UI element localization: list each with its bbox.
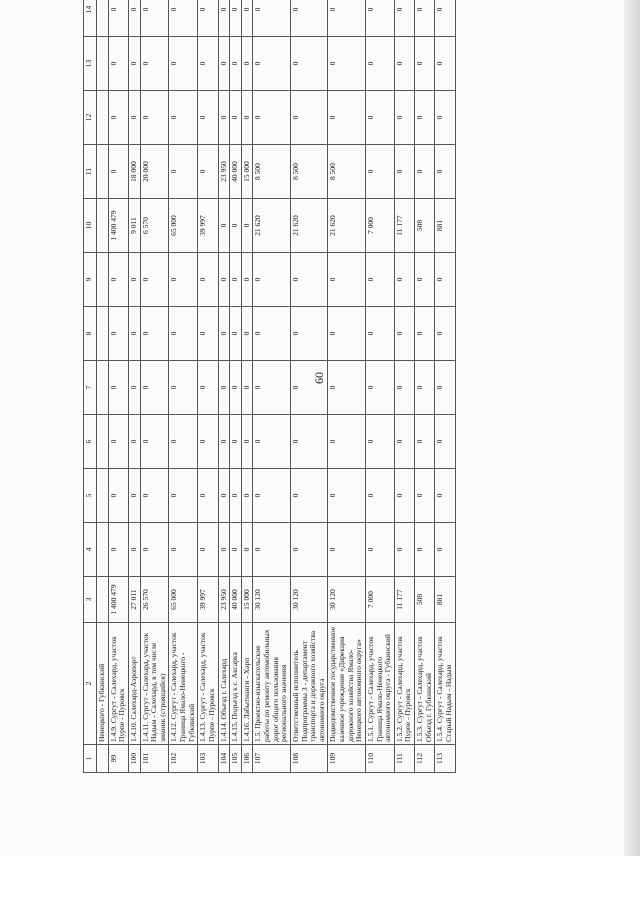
value-cell: [97, 361, 109, 415]
value-cell: 1 400 479: [108, 577, 128, 623]
value-cell: 0: [169, 361, 198, 415]
table-row: [128, 0, 140, 773]
value-cell: 26 570: [140, 577, 169, 623]
value-cell: 0: [128, 361, 140, 415]
value-cell: 0: [394, 145, 414, 199]
value-cell: 0: [169, 37, 198, 91]
value-cell: 0: [365, 523, 394, 577]
value-cell: 15 000: [241, 145, 253, 199]
value-cell: 0: [328, 523, 366, 577]
value-cell: 0: [394, 469, 414, 523]
row-number-cell: 105: [230, 745, 242, 773]
value-cell: 8 500: [253, 145, 291, 199]
value-cell: 21 620: [253, 199, 291, 253]
value-cell: 0: [218, 469, 230, 523]
value-cell: 0: [169, 91, 198, 145]
value-cell: 0: [328, 37, 366, 91]
value-cell: 0: [140, 37, 169, 91]
value-cell: [97, 469, 109, 523]
table-row: [435, 0, 455, 773]
row-number-cell: 113: [435, 745, 455, 773]
column-header: 5: [84, 469, 97, 523]
value-cell: 0: [128, 469, 140, 523]
value-cell: 0: [128, 307, 140, 361]
description-cell: 1.5.3. Сургут - Салехард, участок Объезд г. Губкинский: [415, 623, 435, 745]
column-header: 1: [84, 745, 97, 773]
value-cell: 0: [140, 415, 169, 469]
column-header: 7: [84, 361, 97, 415]
value-cell: 0: [415, 307, 435, 361]
value-cell: 0: [328, 0, 366, 37]
value-cell: 30 120: [290, 577, 328, 623]
value-cell: 0: [230, 361, 242, 415]
value-cell: 11 177: [394, 199, 414, 253]
column-header: 3: [84, 577, 97, 623]
value-cell: 0: [128, 0, 140, 37]
value-cell: 8 500: [328, 145, 366, 199]
value-cell: 0: [394, 37, 414, 91]
value-cell: 0: [230, 523, 242, 577]
value-cell: 0: [394, 415, 414, 469]
value-cell: 0: [218, 361, 230, 415]
value-cell: 21 620: [290, 199, 328, 253]
value-cell: 0: [230, 307, 242, 361]
value-cell: 0: [328, 253, 366, 307]
value-cell: 8 500: [290, 145, 328, 199]
value-cell: 0: [394, 523, 414, 577]
value-cell: 0: [241, 415, 253, 469]
value-cell: 0: [435, 145, 455, 199]
value-cell: 0: [435, 0, 455, 37]
value-cell: 0: [415, 91, 435, 145]
value-cell: 23 950: [218, 145, 230, 199]
value-cell: 15 000: [241, 577, 253, 623]
value-cell: 0: [128, 91, 140, 145]
column-header: 6: [84, 415, 97, 469]
value-cell: 0: [128, 253, 140, 307]
value-cell: 0: [415, 145, 435, 199]
row-number-cell: 108: [290, 745, 328, 773]
value-cell: 0: [230, 91, 242, 145]
value-cell: 7 000: [365, 199, 394, 253]
value-cell: 0: [108, 0, 128, 37]
value-cell: 0: [290, 361, 328, 415]
value-cell: 0: [140, 523, 169, 577]
row-number-cell: 110: [365, 745, 394, 773]
table-row: [140, 0, 169, 773]
value-cell: 0: [365, 91, 394, 145]
value-cell: [97, 91, 109, 145]
value-cell: 65 000: [169, 577, 198, 623]
value-cell: 0: [140, 361, 169, 415]
value-cell: 40 000: [230, 145, 242, 199]
value-cell: 0: [290, 0, 328, 37]
value-cell: 0: [218, 523, 230, 577]
value-cell: 0: [435, 307, 455, 361]
value-cell: [97, 577, 109, 623]
column-header: 11: [84, 145, 97, 199]
table-row: [108, 0, 128, 773]
description-cell: Ответственный исполнитель Подпрограммы 3 - департамент транспорта и дорожного хозяйства автономного округа: [290, 623, 328, 745]
value-cell: 508: [415, 577, 435, 623]
column-header: 14: [84, 0, 97, 37]
value-cell: 0: [198, 253, 218, 307]
value-cell: 0: [108, 91, 128, 145]
column-header: 4: [84, 523, 97, 577]
value-cell: 0: [435, 469, 455, 523]
value-cell: 0: [169, 307, 198, 361]
table-header-row: [84, 0, 97, 773]
value-cell: 0: [394, 91, 414, 145]
table-row: [290, 0, 328, 773]
value-cell: 0: [230, 415, 242, 469]
value-cell: 0: [241, 253, 253, 307]
value-cell: 0: [198, 91, 218, 145]
value-cell: 0: [218, 253, 230, 307]
value-cell: 881: [435, 199, 455, 253]
value-cell: 39 997: [198, 577, 218, 623]
value-cell: 21 620: [328, 199, 366, 253]
value-cell: 0: [108, 253, 128, 307]
value-cell: 0: [290, 307, 328, 361]
value-cell: 0: [394, 307, 414, 361]
table-row: [394, 0, 414, 773]
value-cell: 0: [415, 253, 435, 307]
value-cell: 0: [218, 37, 230, 91]
column-header: 2: [84, 623, 97, 745]
description-cell: Ненецкого - Губкинский: [97, 623, 109, 745]
table-row: [198, 0, 218, 773]
value-cell: 0: [198, 37, 218, 91]
description-cell: 1.4.11. Сургут - Салехард, участок Надым - Салехард, в том числе зимник (строящийся): [140, 623, 169, 745]
value-cell: 0: [253, 361, 291, 415]
value-cell: 0: [169, 415, 198, 469]
value-cell: 6 570: [140, 199, 169, 253]
value-cell: [97, 523, 109, 577]
value-cell: 0: [415, 469, 435, 523]
value-cell: 23 950: [218, 577, 230, 623]
value-cell: 30 120: [253, 577, 291, 623]
value-cell: 0: [198, 307, 218, 361]
value-cell: 0: [169, 0, 198, 37]
value-cell: 0: [328, 91, 366, 145]
description-cell: 1.4.12. Сургут - Салехард, участок Граница Ямало-Ненецкого - Губкинский: [169, 623, 198, 745]
table-row: [365, 0, 394, 773]
value-cell: 0: [253, 91, 291, 145]
value-cell: 0: [290, 91, 328, 145]
table-row: [328, 0, 366, 773]
value-cell: 0: [365, 361, 394, 415]
value-cell: 0: [365, 37, 394, 91]
value-cell: 0: [230, 199, 242, 253]
value-cell: 0: [128, 415, 140, 469]
row-number-cell: 106: [241, 745, 253, 773]
value-cell: 0: [230, 253, 242, 307]
value-cell: 0: [128, 37, 140, 91]
value-cell: 0: [169, 253, 198, 307]
value-cell: 0: [394, 253, 414, 307]
value-cell: 0: [140, 0, 169, 37]
value-cell: 0: [169, 145, 198, 199]
value-cell: 0: [198, 523, 218, 577]
value-cell: 0: [241, 37, 253, 91]
table-body: [97, 0, 456, 773]
value-cell: 0: [290, 37, 328, 91]
value-cell: 0: [365, 307, 394, 361]
value-cell: 0: [415, 37, 435, 91]
value-cell: 0: [415, 523, 435, 577]
value-cell: 0: [140, 469, 169, 523]
value-cell: 0: [435, 37, 455, 91]
value-cell: 0: [253, 37, 291, 91]
value-cell: 65 000: [169, 199, 198, 253]
value-cell: 0: [169, 469, 198, 523]
row-number-cell: 111: [394, 745, 414, 773]
value-cell: 0: [218, 91, 230, 145]
value-cell: 0: [253, 307, 291, 361]
value-cell: 0: [108, 37, 128, 91]
value-cell: 0: [140, 307, 169, 361]
row-number-cell: [97, 745, 109, 773]
value-cell: 30 120: [328, 577, 366, 623]
value-cell: [97, 37, 109, 91]
value-cell: 0: [394, 0, 414, 37]
rotated-table-content: [83, 5, 605, 773]
row-number-cell: 102: [169, 745, 198, 773]
value-cell: [97, 253, 109, 307]
value-cell: 0: [230, 37, 242, 91]
value-cell: 0: [241, 523, 253, 577]
row-number-cell: 100: [128, 745, 140, 773]
value-cell: 0: [108, 415, 128, 469]
row-number-cell: 101: [140, 745, 169, 773]
value-cell: 40 000: [230, 577, 242, 623]
table-row: [253, 0, 291, 773]
column-header: 13: [84, 37, 97, 91]
value-cell: 508: [415, 199, 435, 253]
description-cell: 1.5. Проектно-изыскательские работы по ремонту автомобильных дорог общего пользования регионального значения: [253, 623, 291, 745]
table-row: [218, 0, 230, 773]
value-cell: 1 400 479: [108, 199, 128, 253]
value-cell: 0: [108, 361, 128, 415]
value-cell: 0: [290, 469, 328, 523]
value-cell: 0: [365, 253, 394, 307]
value-cell: 0: [253, 523, 291, 577]
value-cell: [97, 145, 109, 199]
value-cell: 0: [290, 523, 328, 577]
row-number-cell: 109: [328, 745, 366, 773]
rotated-table-frame: [83, 5, 605, 773]
bottom-margin: [0, 856, 640, 905]
description-cell: 1.4.14. Объезд г. Салехард: [218, 623, 230, 745]
value-cell: 0: [198, 145, 218, 199]
value-cell: 0: [328, 307, 366, 361]
value-cell: 27 011: [128, 577, 140, 623]
value-cell: 7 000: [365, 577, 394, 623]
value-cell: 0: [218, 199, 230, 253]
budget-table: [83, 0, 456, 773]
value-cell: 9 011: [128, 199, 140, 253]
value-cell: 0: [241, 361, 253, 415]
value-cell: 0: [415, 0, 435, 37]
page-edge-shadow: [624, 0, 640, 905]
value-cell: 0: [198, 415, 218, 469]
table-row: [97, 0, 109, 773]
value-cell: 0: [328, 469, 366, 523]
value-cell: 11 177: [394, 577, 414, 623]
value-cell: 0: [108, 523, 128, 577]
value-cell: 0: [415, 415, 435, 469]
value-cell: 0: [365, 145, 394, 199]
value-cell: 0: [241, 199, 253, 253]
value-cell: [97, 0, 109, 37]
row-number-cell: 107: [253, 745, 291, 773]
value-cell: 0: [365, 415, 394, 469]
value-cell: 0: [253, 253, 291, 307]
value-cell: 0: [328, 415, 366, 469]
value-cell: 20 000: [140, 145, 169, 199]
value-cell: 0: [140, 253, 169, 307]
value-cell: 0: [328, 361, 366, 415]
value-cell: 0: [218, 415, 230, 469]
value-cell: 0: [230, 469, 242, 523]
value-cell: 0: [253, 469, 291, 523]
value-cell: 0: [241, 91, 253, 145]
description-cell: 1.5.1. Сургут - Салехард, участок Граница Ямало-Ненецкого автономного округа - Губкинский: [365, 623, 394, 745]
value-cell: 0: [290, 253, 328, 307]
value-cell: 0: [435, 415, 455, 469]
description-cell: 1.4.15. Подъезд к с. Аксарка: [230, 623, 242, 745]
value-cell: 0: [365, 469, 394, 523]
description-cell: 1.5.2. Сургут - Салехард, участок Пурпе - Пуровск: [394, 623, 414, 745]
value-cell: 0: [140, 91, 169, 145]
table-row: [169, 0, 198, 773]
value-cell: 0: [435, 91, 455, 145]
table-row: [230, 0, 242, 773]
row-number-cell: 99: [108, 745, 128, 773]
value-cell: 0: [241, 307, 253, 361]
description-cell: Подведомственное государственное казенное учреждение «Дирекция дорожного хозяйства Ямало-Ненецкого автономного округа»: [328, 623, 366, 745]
value-cell: 0: [415, 361, 435, 415]
value-cell: 0: [108, 307, 128, 361]
value-cell: 0: [108, 145, 128, 199]
row-number-cell: 103: [198, 745, 218, 773]
description-cell: 1.4.10. Салехард-Аэропорт: [128, 623, 140, 745]
value-cell: 881: [435, 577, 455, 623]
column-header: 12: [84, 91, 97, 145]
column-header: 10: [84, 199, 97, 253]
page-number: 60: [312, 372, 326, 384]
row-number-cell: 104: [218, 745, 230, 773]
value-cell: 0: [198, 0, 218, 37]
value-cell: 0: [169, 523, 198, 577]
value-cell: 0: [198, 361, 218, 415]
value-cell: 0: [218, 307, 230, 361]
value-cell: 18 000: [128, 145, 140, 199]
value-cell: 0: [290, 415, 328, 469]
table-row: [415, 0, 435, 773]
value-cell: 0: [435, 523, 455, 577]
value-cell: 0: [230, 0, 242, 37]
table-row: [241, 0, 253, 773]
value-cell: [97, 199, 109, 253]
description-cell: 1.5.4. Сургут - Салехард, участок Старый Надым - Надым: [435, 623, 455, 745]
row-number-cell: 112: [415, 745, 435, 773]
description-cell: 1.4.16. Лабытнанги - Харп: [241, 623, 253, 745]
value-cell: 0: [394, 361, 414, 415]
value-cell: [97, 415, 109, 469]
value-cell: 0: [253, 415, 291, 469]
column-header: 9: [84, 253, 97, 307]
value-cell: 0: [365, 0, 394, 37]
value-cell: 0: [241, 469, 253, 523]
value-cell: 0: [218, 0, 230, 37]
value-cell: [97, 307, 109, 361]
description-cell: 1.4.13. Сургут - Салехард, участок Пурпе - Пуровск: [198, 623, 218, 745]
value-cell: 0: [128, 523, 140, 577]
value-cell: 0: [435, 253, 455, 307]
description-cell: 1.4.9. Сургут - Салехард, участок Пурпе - Пуровск: [108, 623, 128, 745]
value-cell: 0: [198, 469, 218, 523]
value-cell: 0: [435, 361, 455, 415]
value-cell: 0: [253, 0, 291, 37]
column-header: 8: [84, 307, 97, 361]
value-cell: 39 997: [198, 199, 218, 253]
value-cell: 0: [108, 469, 128, 523]
value-cell: 0: [241, 0, 253, 37]
